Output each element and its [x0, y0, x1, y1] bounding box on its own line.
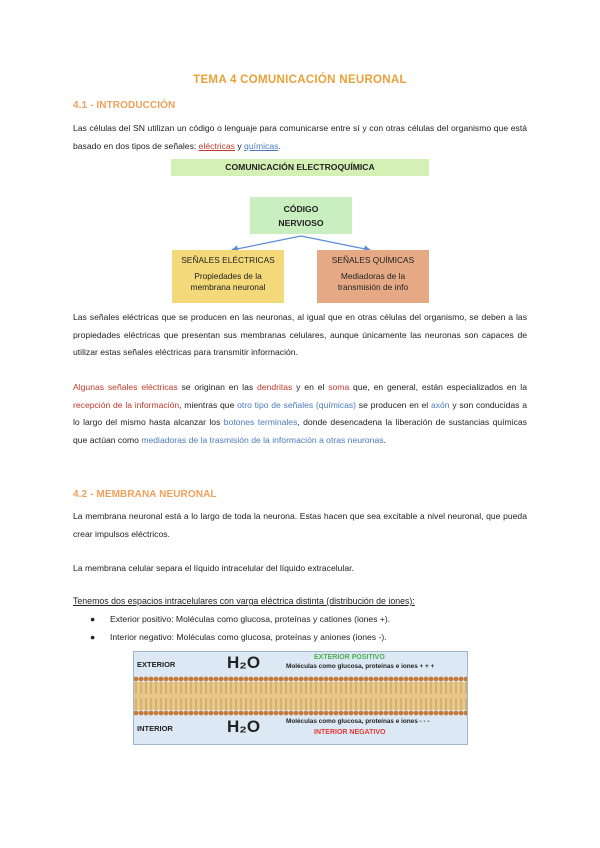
h2o-top: H₂O [227, 653, 261, 672]
phospholipid-head [204, 711, 209, 716]
phospholipid-head [394, 711, 399, 716]
phospholipid-head [199, 677, 204, 682]
lipid-core [134, 682, 467, 710]
phospholipid-head [304, 677, 309, 682]
phospholipid-head [279, 677, 284, 682]
p3-part8: , mientras que [179, 399, 235, 410]
phospholipid-head [274, 711, 279, 716]
phospholipid-head [359, 711, 364, 716]
interior-label: INTERIOR [137, 724, 173, 733]
ion-spaces-subheading: Tenemos dos espacios intracelulares con varga eléctrica distinta (distribución de iones): [73, 596, 415, 606]
bullet-icon: ● [90, 632, 96, 642]
phospholipid-head [219, 677, 224, 682]
phospholipid-head [294, 711, 299, 716]
phospholipid-head [449, 677, 454, 682]
phospholipid-head [309, 677, 314, 682]
p3-part14: , donde desencadena la liberación de sustancias químicas que actúan como [73, 417, 527, 445]
link-quimicas[interactable]: químicas [244, 140, 279, 151]
phospholipid-head [164, 711, 169, 716]
phospholipid-head [209, 711, 214, 716]
phospholipid-head [144, 677, 149, 682]
p3-part2: se originan en las [181, 382, 254, 392]
phospholipid-head [324, 677, 329, 682]
phospholipid-head [384, 711, 389, 716]
page-title: TEMA 4 COMUNICACIÓN NEURONAL [193, 74, 407, 86]
membrane-figure [133, 651, 468, 745]
phospholipid-head [459, 677, 464, 682]
phospholipid-head [209, 677, 214, 682]
paragraph-electrical-signals: Las señales eléctricas que se producen en las neuronas, al igual que en otras células del organismo, se deben a las propiedades eléctricas que presentan sus membranas celulares, aunque únicamente las neuronas son capaces de utilizar estas señales eléctricas para transmitir información. [73, 312, 527, 357]
paragraph-signal-origin [73, 379, 527, 449]
phospholipid-head [439, 711, 444, 716]
p3-part10: se producen en el [358, 399, 429, 410]
p3-part1: Algunas señales eléctricas [73, 382, 178, 392]
phospholipid-head [204, 677, 209, 682]
phospholipid-head [354, 711, 359, 716]
phospholipid-head [239, 677, 244, 682]
phospholipid-head [409, 711, 414, 716]
phospholipid-head [179, 677, 184, 682]
chemical-title: SEÑALES QUÍMICAS [331, 255, 415, 265]
phospholipid-head [139, 677, 144, 682]
phospholipid-head [149, 677, 154, 682]
phospholipid-head [374, 677, 379, 682]
phospholipid-head [139, 711, 144, 716]
phospholipid-head [454, 677, 459, 682]
interior-negative-label: INTERIOR NEGATIVO [314, 729, 386, 736]
phospholipid-head [349, 711, 354, 716]
phospholipid-head [289, 711, 294, 716]
phospholipid-head [379, 711, 384, 716]
exterior-positive-label: EXTERIOR POSITIVO [314, 654, 385, 661]
phospholipid-head [324, 711, 329, 716]
phospholipid-head [329, 677, 334, 682]
phospholipid-head [189, 711, 194, 716]
phospholipid-head [399, 711, 404, 716]
phospholipid-head [334, 711, 339, 716]
phospholipid-head [314, 711, 319, 716]
phospholipid-head [234, 711, 239, 716]
phospholipid-head [419, 677, 424, 682]
arrow-right [301, 236, 370, 250]
phospholipid-head [184, 677, 189, 682]
electrical-signals-box [172, 250, 284, 303]
section-heading-intro: 4.1 - INTRODUCCIÓN [73, 100, 176, 111]
bullet-exterior: Exterior positivo: Moléculas como glucosa, proteínas y cationes (iones +). [110, 614, 391, 624]
phospholipid-head [319, 677, 324, 682]
phospholipid-head [454, 711, 459, 716]
phospholipid-head [184, 711, 189, 716]
phospholipid-head [169, 711, 174, 716]
electrical-sub: Propiedades de la membrana neuronal [190, 271, 266, 292]
phospholipid-head [419, 711, 424, 716]
p3-axon: axón [430, 399, 450, 410]
phospholipid-head [414, 677, 419, 682]
phospholipid-head [344, 677, 349, 682]
phospholipid-head [294, 677, 299, 682]
phospholipid-head [434, 711, 439, 716]
arrow-left [232, 236, 301, 250]
phospholipid-head [159, 711, 164, 716]
p3-part4: y en el [296, 382, 325, 392]
phospholipid-head [154, 711, 159, 716]
phospholipid-head [364, 711, 369, 716]
phospholipid-head [284, 711, 289, 716]
h2o-bottom: H₂O [227, 717, 261, 736]
phospholipid-head [444, 677, 449, 682]
phospholipid-head [159, 677, 164, 682]
section-heading-membrana: 4.2 - MEMBRANA NEURONAL [73, 489, 217, 500]
phospholipid-head [264, 711, 269, 716]
phospholipid-head [289, 677, 294, 682]
phospholipid-head [174, 677, 179, 682]
intro-text: Las células del SN utilizan un código o lenguaje para comunicarse entre sí y con otras células del organismo que está basado en dos tipos de señales: [73, 123, 527, 151]
phospholipid-head [424, 677, 429, 682]
chemical-sub: Mediadoras de la transmisión de info [337, 271, 409, 292]
chemical-signals-box [317, 250, 429, 303]
p3-mediadoras: mediadoras de la trasmisión de la información a otras neuronas [141, 434, 384, 445]
bullet-interior: Interior negativo: Moléculas como glucosa, proteínas y aniones (iones -). [110, 632, 387, 642]
phospholipid-head [389, 711, 394, 716]
phospholipid-head [169, 677, 174, 682]
p3-part6: que, en general, están especializados en la [353, 382, 527, 392]
phospholipid-head [304, 711, 309, 716]
phospholipid-head [259, 711, 264, 716]
phospholipid-head [404, 677, 409, 682]
phospholipid-head [369, 677, 374, 682]
phospholipid-head [164, 677, 169, 682]
phospholipid-head [264, 677, 269, 682]
code-line-2: NERVIOSO [278, 218, 324, 228]
phospholipid-head [329, 711, 334, 716]
phospholipid-head [309, 711, 314, 716]
electrical-title: SEÑALES ELÉCTRICAS [181, 255, 275, 265]
phospholipid-head [374, 711, 379, 716]
phospholipid-head [339, 711, 344, 716]
p3-botones: botones terminales [223, 417, 298, 427]
phospholipid-head [429, 711, 434, 716]
phospholipid-head [279, 711, 284, 716]
intro-and: y [237, 140, 242, 151]
phospholipid-head [449, 711, 454, 716]
phospholipid-head [394, 677, 399, 682]
phospholipid-head [239, 711, 244, 716]
phospholipid-head [174, 711, 179, 716]
phospholipid-head [224, 677, 229, 682]
phospholipid-head [254, 677, 259, 682]
phospholipid-head [179, 711, 184, 716]
phospholipid-head [389, 677, 394, 682]
phospholipid-head [299, 677, 304, 682]
phospholipid-head [464, 711, 467, 716]
phospholipid-head [384, 677, 389, 682]
phospholipid-head [134, 711, 138, 716]
phospholipid-head [234, 677, 239, 682]
phospholipid-head [439, 677, 444, 682]
lipid-bilayer [134, 676, 467, 716]
phospholipid-head [399, 677, 404, 682]
phospholipid-head [424, 711, 429, 716]
interior-molecules: Moléculas como glucosa, proteínas e iones - - - [286, 718, 430, 725]
intro-end: . [278, 140, 281, 151]
phospholipid-head [194, 711, 199, 716]
phospholipid-head [414, 711, 419, 716]
link-electricas[interactable]: eléctricas [198, 140, 235, 151]
phospholipid-head [229, 711, 234, 716]
phospholipid-head [244, 711, 249, 716]
phospholipid-head [224, 711, 229, 716]
phospholipid-head [359, 677, 364, 682]
phospholipid-head [344, 711, 349, 716]
phospholipid-head [154, 677, 159, 682]
phospholipid-head [149, 711, 154, 716]
phospholipid-head [334, 677, 339, 682]
phospholipid-head [259, 677, 264, 682]
phospholipid-head [189, 677, 194, 682]
phospholipid-head [339, 677, 344, 682]
phospholipid-head [364, 677, 369, 682]
phospholipid-head [144, 711, 149, 716]
phospholipid-head [299, 711, 304, 716]
phospholipid-head [194, 677, 199, 682]
diagram-banner: COMUNICACIÓN ELECTROQUÍMICA [171, 159, 429, 176]
phospholipid-head [214, 677, 219, 682]
phospholipid-head [229, 677, 234, 682]
phospholipid-head [349, 677, 354, 682]
phospholipid-head [319, 711, 324, 716]
phospholipid-head [249, 711, 254, 716]
membrane-paragraph-1: La membrana neuronal está a lo largo de toda la neurona. Estas hacen que sea excitable a nivel neuronal, que pueda crear impulsos eléctricos. [73, 511, 527, 539]
membrane-paragraph-2: La membrana celular separa el líquido intracelular del líquido extracelular. [73, 563, 354, 573]
p3-dendritas: dendritas [256, 382, 293, 392]
phospholipid-head [369, 711, 374, 716]
phospholipid-head [219, 711, 224, 716]
code-line-1: CÓDIGO [283, 204, 319, 214]
phospholipid-head [244, 677, 249, 682]
phospholipid-head [254, 711, 259, 716]
phospholipid-head [214, 711, 219, 716]
phospholipid-head [269, 677, 274, 682]
phospholipid-head [464, 677, 467, 682]
phospholipid-head [314, 677, 319, 682]
phospholipid-head [379, 677, 384, 682]
phospholipid-head [459, 711, 464, 716]
p3-otro-tipo: otro tipo de señales (químicas) [237, 399, 357, 410]
phospholipid-head [199, 711, 204, 716]
phospholipid-head [429, 677, 434, 682]
phospholipid-head [284, 677, 289, 682]
p3-part12: y son conducidas a lo largo del mismo hasta alcanzar los [73, 399, 527, 427]
p3-soma: soma [328, 382, 350, 392]
phospholipid-head [409, 677, 414, 682]
bullet-icon: ● [90, 614, 96, 624]
phospholipid-head [134, 677, 138, 682]
p3-recepcion: recepción de la información [73, 399, 180, 410]
phospholipid-head [444, 711, 449, 716]
phospholipid-head [249, 677, 254, 682]
p3-end: . [383, 434, 386, 445]
phospholipid-head [269, 711, 274, 716]
phospholipid-head [404, 711, 409, 716]
phospholipid-head [274, 677, 279, 682]
exterior-label: EXTERIOR [137, 660, 176, 669]
phospholipid-head [434, 677, 439, 682]
phospholipid-head [354, 677, 359, 682]
exterior-molecules: Moléculas como glucosa, proteínas e iones + + + [286, 663, 435, 670]
